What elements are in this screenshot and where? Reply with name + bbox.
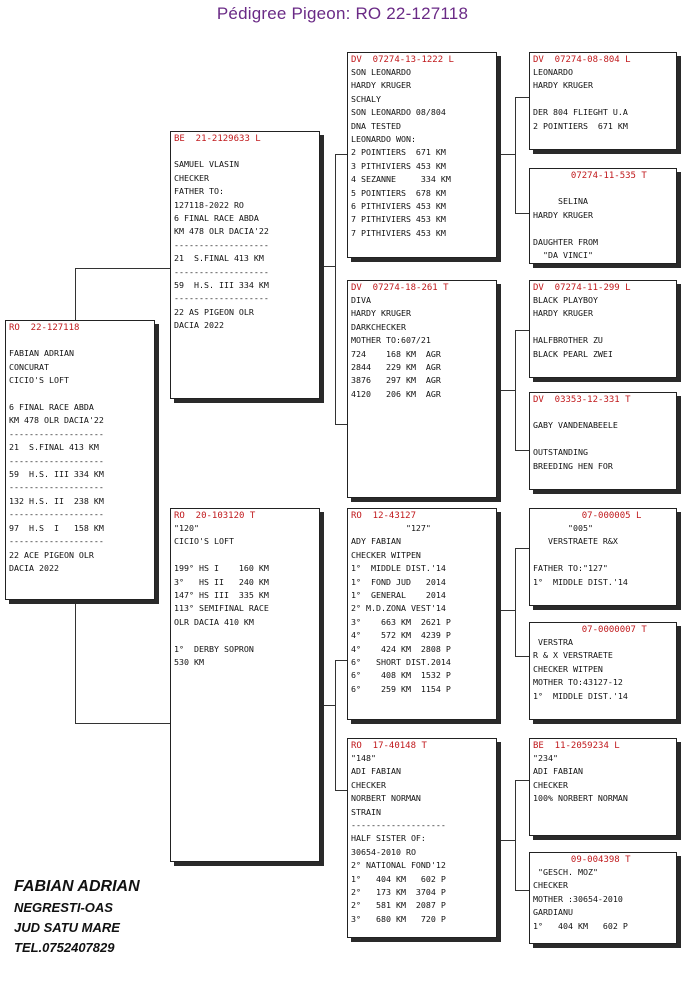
pigeon-card-dam-sire — [347, 508, 497, 720]
pigeon-details: "120" CICIO'S LOFT 199° HS I 160 KM 3° HS II 240 KM 147° HS III 335 KM 113° SEMIFINAL RACE OLR DACIA 410 KM 1° DERBY SOPRON 530 KM — [174, 523, 269, 668]
connector-line — [335, 660, 336, 790]
ring-number: 09-004398 T — [533, 855, 631, 865]
connector-line — [75, 268, 171, 269]
pigeon-card-subject — [5, 320, 155, 600]
ring-number: RO 17-40148 T — [351, 741, 427, 751]
pigeon-card-sire-dam — [347, 280, 497, 498]
pigeon-card-g4-8 — [529, 852, 677, 944]
ring-number: BE 11-2059234 L — [533, 741, 620, 751]
connector-line — [515, 97, 516, 213]
page-title: Pédigree Pigeon: RO 22-127118 — [216, 4, 469, 23]
pigeon-details: VERSTRA R & X VERSTRAETE CHECKER WITPEN MOTHER TO:43127-12 1° MIDDLE DIST.'14 — [533, 637, 628, 701]
connector-line — [320, 266, 335, 267]
pigeon-card-g4-6 — [529, 622, 677, 720]
ring-number: DV 07274-11-299 L — [533, 283, 631, 293]
connector-line — [320, 705, 335, 706]
breeder-name: FABIAN ADRIAN — [14, 878, 140, 895]
connector-line — [515, 780, 529, 781]
ring-number: RO 20-103120 T — [174, 511, 256, 521]
connector-line — [515, 548, 516, 656]
pigeon-card-sire-sire — [347, 52, 497, 258]
connector-line — [515, 548, 529, 549]
ring-number: DV 07274-08-804 L — [533, 55, 631, 65]
connector-line — [515, 656, 529, 657]
pigeon-details: SELINA HARDY KRUGER DAUGHTER FROM "DA VINCI" — [533, 196, 598, 261]
connector-line — [515, 213, 529, 214]
ring-number: DV 07274-18-261 T — [351, 283, 449, 293]
pigeon-card-g4-1 — [529, 52, 677, 150]
pigeon-details: BLACK PLAYBOY HARDY KRUGER HALFBROTHER ZU BLACK PEARL ZWEI — [533, 295, 613, 359]
connector-line — [515, 330, 516, 450]
pigeon-card-g4-5 — [529, 508, 677, 606]
connector-line — [515, 780, 516, 890]
pigeon-card-dam — [170, 508, 320, 862]
connector-line — [75, 600, 76, 723]
pigeon-details: "GESCH. MOZ" CHECKER MOTHER :30654-2010 GARDIANU 1° 404 KM 602 P — [533, 867, 628, 931]
breeder-city: NEGRESTI-OAS — [14, 900, 113, 915]
connector-line — [498, 840, 515, 841]
connector-line — [75, 723, 171, 724]
ring-number: 07274-11-535 T — [533, 171, 647, 181]
ring-number: RO 12-43127 — [351, 511, 417, 521]
breeder-contact — [14, 876, 140, 958]
breeder-county: JUD SATU MARE — [14, 920, 120, 935]
pigeon-details: "127" ADY FABIAN CHECKER WITPEN 1° MIDDLE DIST.'14 1° FOND JUD 2014 1° GENERAL 2014 2° M.D.ZONA VEST'14 3° 663 KM 2621 P 4° 572 KM 4239 P 4° 424 KM 2808 P 6° SHORT DIST.2014 6° 408 KM 1532 P 6° 259 KM 1154 P — [351, 523, 451, 694]
connector-line — [515, 890, 529, 891]
pigeon-details: LEONARDO HARDY KRUGER DER 804 FLIEGHT U.A 2 POINTIERS 671 KM — [533, 67, 628, 131]
ring-number: DV 07274-13-1222 L — [351, 55, 454, 65]
connector-line — [335, 154, 336, 424]
pigeon-card-dam-dam — [347, 738, 497, 938]
connector-line — [498, 610, 515, 611]
connector-line — [515, 97, 529, 98]
ring-number: RO 22-127118 — [9, 323, 80, 333]
ring-number: 07-0000007 T — [533, 625, 647, 635]
ring-number: DV 03353-12-331 T — [533, 395, 631, 405]
pigeon-card-sire — [170, 131, 320, 399]
connector-line — [515, 450, 529, 451]
pigeon-card-g4-7 — [529, 738, 677, 836]
pigeon-card-g4-2 — [529, 168, 677, 264]
pigeon-card-g4-4 — [529, 392, 677, 490]
connector-line — [498, 390, 515, 391]
pigeon-details: SAMUEL VLASIN CHECKER FATHER TO: 127118-2022 RO 6 FINAL RACE ABDA KM 478 OLR DACIA'22 ------------------- 21 S.FINAL 413 KM ------------------- 59 H.S. III 334 KM ------------------- 22 AS PIGEON OLR DACIA 2022 — [174, 159, 269, 331]
breeder-phone: TEL.0752407829 — [14, 940, 115, 955]
pigeon-details: SON LEONARDO HARDY KRUGER SCHALY SON LEONARDO 08/804 DNA TESTED LEONARDO WON: 2 POINTIERS 671 KM 3 PITHIVIERS 453 KM 4 SEZANNE 334 KM 5 POINTIERS 678 KM 6 PITHIVIERS 453 KM 7 PITHIVIERS 453 KM 7 PITHIVIERS 453 KM — [351, 67, 451, 238]
connector-line — [515, 330, 529, 331]
pigeon-details: FABIAN ADRIAN CONCURAT CICIO'S LOFT 6 FINAL RACE ABDA KM 478 OLR DACIA'22 ------------------- 21 S.FINAL 413 KM ------------------- 59 H.S. III 334 KM ------------------- 132 H.S. II 238 KM ------------------- 97 H.S I 158 KM ------------------- 22 ACE PIGEON OLR DACIA 2022 — [9, 348, 104, 573]
ring-number: 07-000005 L — [533, 511, 642, 521]
ring-number: BE 21-2129633 L — [174, 134, 261, 144]
connector-line — [498, 154, 515, 155]
pigeon-details: "005" VERSTRAETE R&X FATHER TO:"127" 1° MIDDLE DIST.'14 — [533, 523, 628, 587]
pigeon-card-g4-3 — [529, 280, 677, 378]
connector-line — [75, 268, 76, 321]
pigeon-details: DIVA HARDY KRUGER DARKCHECKER MOTHER TO:607/21 724 168 KM AGR 2844 229 KM AGR 3876 297 KM AGR 4120 206 KM AGR — [351, 295, 441, 399]
pigeon-details: GABY VANDENABEELE OUTSTANDING BREEDING HEN FOR — [533, 420, 618, 471]
pigeon-details: "148" ADI FABIAN CHECKER NORBERT NORMAN STRAIN ------------------- HALF SISTER OF: 30654-2010 RO 2° NATIONAL FOND'12 1° 404 KM 602 P 2° 173 KM 3704 P 2° 581 KM 2087 P 3° 680 KM 720 P — [351, 753, 446, 924]
pigeon-details: "234" ADI FABIAN CHECKER 100% NORBERT NORMAN — [533, 753, 628, 804]
